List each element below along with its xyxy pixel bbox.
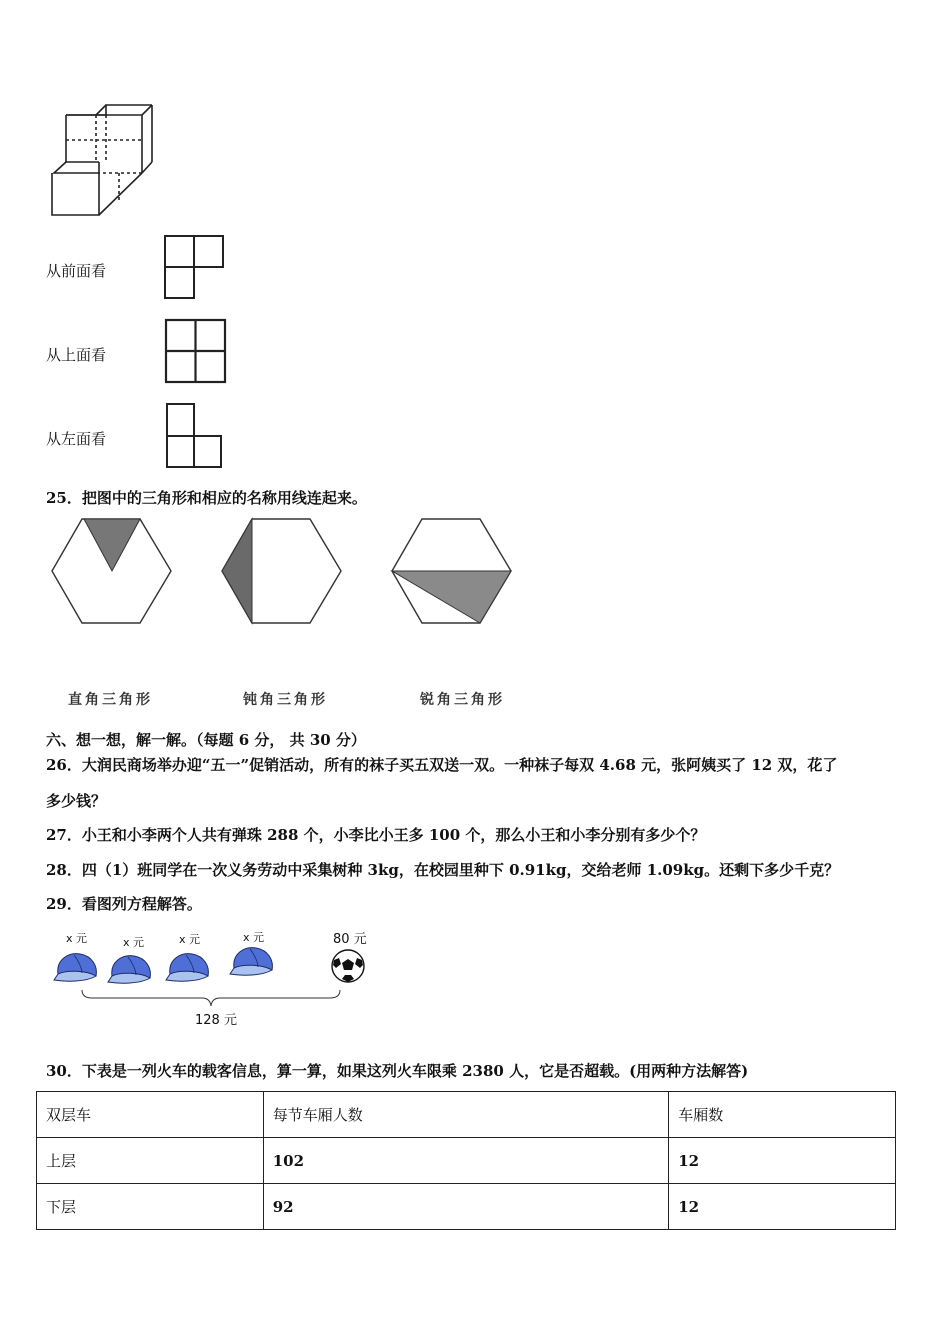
- table-cell: 下层: [37, 1184, 264, 1230]
- shaded-triangle-2: [222, 519, 252, 623]
- q28-text: 28．四（1）班同学在一次义务劳动中采集树种 3kg，在校园里种下 0.91kg，交给老师 1.09kg。还剩下多少千克？: [46, 861, 840, 879]
- table-row: [37, 1184, 896, 1230]
- left-view-label: 从左面看: [46, 430, 107, 448]
- front-view-label: 从前面看: [46, 262, 107, 280]
- shaded-triangle-3: [392, 571, 511, 623]
- q25-text: 25．把图中的三角形和相应的名称用线连起来。: [46, 489, 367, 507]
- total-brace: [80, 988, 342, 1008]
- table-cell: 92: [263, 1184, 669, 1230]
- total-label: 128 元: [195, 1013, 237, 1028]
- section6-header: 六、想一想，解一解。（每题 6 分， 共 30 分）: [46, 731, 366, 749]
- cap-icon-2: [106, 952, 156, 988]
- name-right-triangle: 直角三角形: [68, 692, 153, 708]
- cap-label-3: x 元: [179, 933, 201, 946]
- table-row: [37, 1138, 896, 1184]
- ball-label: 80 元: [333, 932, 367, 947]
- q26-line2: 多少钱？: [46, 792, 107, 810]
- cap-label-4: x 元: [243, 931, 265, 944]
- hexagon-2: [220, 515, 345, 627]
- q26-line1: 26．大润民商场举办迎“五一”促销活动，所有的袜子买五双送一双。一种袜子每双 4.68 元，张阿姨买了 12 双，花了: [46, 756, 838, 774]
- soccer-ball-icon: [330, 948, 368, 984]
- cap-label-2: x 元: [123, 936, 145, 949]
- train-info-table: [36, 1091, 896, 1230]
- cube-solid-figure: [44, 100, 159, 220]
- top-view-label: 从上面看: [46, 346, 107, 364]
- cap-icon-3: [164, 950, 214, 986]
- cap-icon-1: [52, 950, 102, 986]
- table-header-cell: 每节车厢人数: [263, 1092, 669, 1138]
- top-view-drawing: [164, 318, 228, 384]
- table-cell: 上层: [37, 1138, 264, 1184]
- table-header-cell: 双层车: [37, 1092, 264, 1138]
- name-obtuse-triangle: 钝角三角形: [243, 692, 328, 708]
- table-cell: 102: [263, 1138, 669, 1184]
- shaded-triangle-1: [84, 519, 140, 571]
- left-view-drawing: [165, 402, 225, 470]
- front-view-drawing: [163, 234, 225, 300]
- hexagon-1: [50, 515, 175, 627]
- name-acute-triangle: 锐角三角形: [420, 692, 505, 708]
- table-header-cell: 车厢数: [669, 1092, 896, 1138]
- cap-label-1: x 元: [66, 932, 88, 945]
- q30-text: 30．下表是一列火车的载客信息，算一算，如果这列火车限乘 2380 人，它是否超载。(用两种方法解答): [46, 1062, 749, 1080]
- q29-text: 29．看图列方程解答。: [46, 895, 202, 913]
- table-cell: 12: [669, 1184, 896, 1230]
- q27-text: 27．小王和小李两个人共有弹珠 288 个，小李比小王多 100 个，那么小王和小李分别有多少个？: [46, 826, 706, 844]
- table-header-row: [37, 1092, 896, 1138]
- cap-icon-4: [228, 944, 278, 980]
- hexagon-3: [390, 515, 515, 627]
- table-cell: 12: [669, 1138, 896, 1184]
